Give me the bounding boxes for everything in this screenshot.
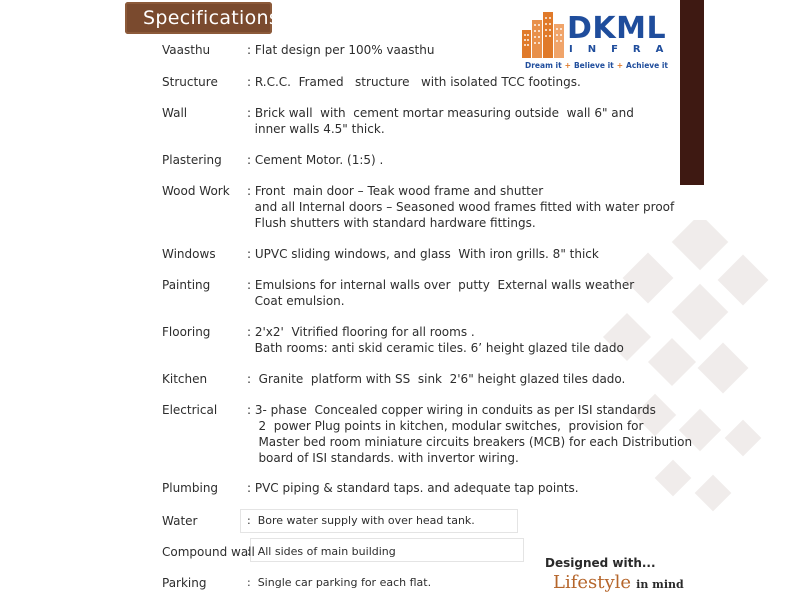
logo-subtitle: INFRA <box>569 44 679 55</box>
spec-value-electrical: : 3- phase Concealed copper wiring in conduits as per ISI standards 2 power Plug points in kitchen, modular switches, provision for Master bed room miniature circuits breakers (MCB) for each Distribution board of ISI standards. with invertor wiring. <box>247 403 693 465</box>
spec-value-flooring: : 2'x2' Vitrified flooring for all rooms . Bath rooms: anti skid ceramic tiles. 6’ height glazed tile dado <box>247 325 624 355</box>
logo-tagline <box>525 61 668 71</box>
lifestyle-word: Lifestyle <box>553 572 632 593</box>
spec-value-water: : Bore water supply with over head tank. <box>247 514 475 527</box>
decorative-side-bar <box>680 0 704 185</box>
tagline-part: Dream it <box>525 61 562 70</box>
spec-label-plastering: Plastering <box>162 153 222 167</box>
spec-label-plumbing: Plumbing <box>162 481 219 495</box>
spec-value-wood-work: : Front main door – Teak wood frame and shutter and all Internal doors – Seasoned wood frames fitted with water proof Flush shutters with standard hardware fittings. <box>247 184 675 230</box>
section-header <box>125 2 280 34</box>
spec-label-compound-wall: Compound wall <box>162 545 255 559</box>
spec-label-painting: Painting <box>162 278 211 292</box>
spec-value-parking: : Single car parking for each flat. <box>247 576 432 589</box>
company-logo <box>520 10 679 75</box>
spec-value-painting: : Emulsions for internal walls over putty External walls weather Coat emulsion. <box>247 278 635 308</box>
spec-label-kitchen: Kitchen <box>162 372 208 386</box>
tagline-part: Achieve it <box>626 61 669 70</box>
spec-value-kitchen: : Granite platform with SS sink 2'6" height glazed tiles dado. <box>247 372 626 386</box>
section-title: Specifications <box>143 7 280 29</box>
spec-label-parking: Parking <box>162 576 207 590</box>
spec-value-compound-wall: : All sides of main building <box>247 545 396 558</box>
buildings-icon <box>522 12 566 58</box>
tagline-part: Believe it <box>573 61 614 70</box>
logo-name: DKML <box>567 11 667 46</box>
plus-icon: + <box>564 61 571 70</box>
spec-value-vaasthu: : Flat design per 100% vaasthu <box>247 43 435 57</box>
spec-label-structure: Structure <box>162 75 218 89</box>
spec-value-structure: : R.C.C. Framed structure with isolated TCC footings. <box>247 75 581 89</box>
spec-value-wall: : Brick wall with cement mortar measuring outside wall 6" and inner walls 4.5" thick. <box>247 106 634 136</box>
spec-value-windows: : UPVC sliding windows, and glass With iron grills. 8" thick <box>247 247 599 261</box>
spec-label-wall: Wall <box>162 106 188 120</box>
spec-value-plastering: : Cement Motor. (1:5) . <box>247 153 384 167</box>
spec-label-vaasthu: Vaasthu <box>162 43 211 57</box>
lifestyle-tagline <box>553 572 684 593</box>
designed-with-text: Designed with... <box>545 556 656 570</box>
spec-value-plumbing: : PVC piping & standard taps. and adequate tap points. <box>247 481 579 495</box>
spec-label-water: Water <box>162 514 198 528</box>
plus-icon: + <box>616 61 624 70</box>
spec-label-flooring: Flooring <box>162 325 211 339</box>
spec-label-windows: Windows <box>162 247 216 261</box>
spec-label-wood-work: Wood Work <box>162 184 230 198</box>
spec-label-electrical: Electrical <box>162 403 218 417</box>
in-mind-text: in mind <box>636 578 684 591</box>
